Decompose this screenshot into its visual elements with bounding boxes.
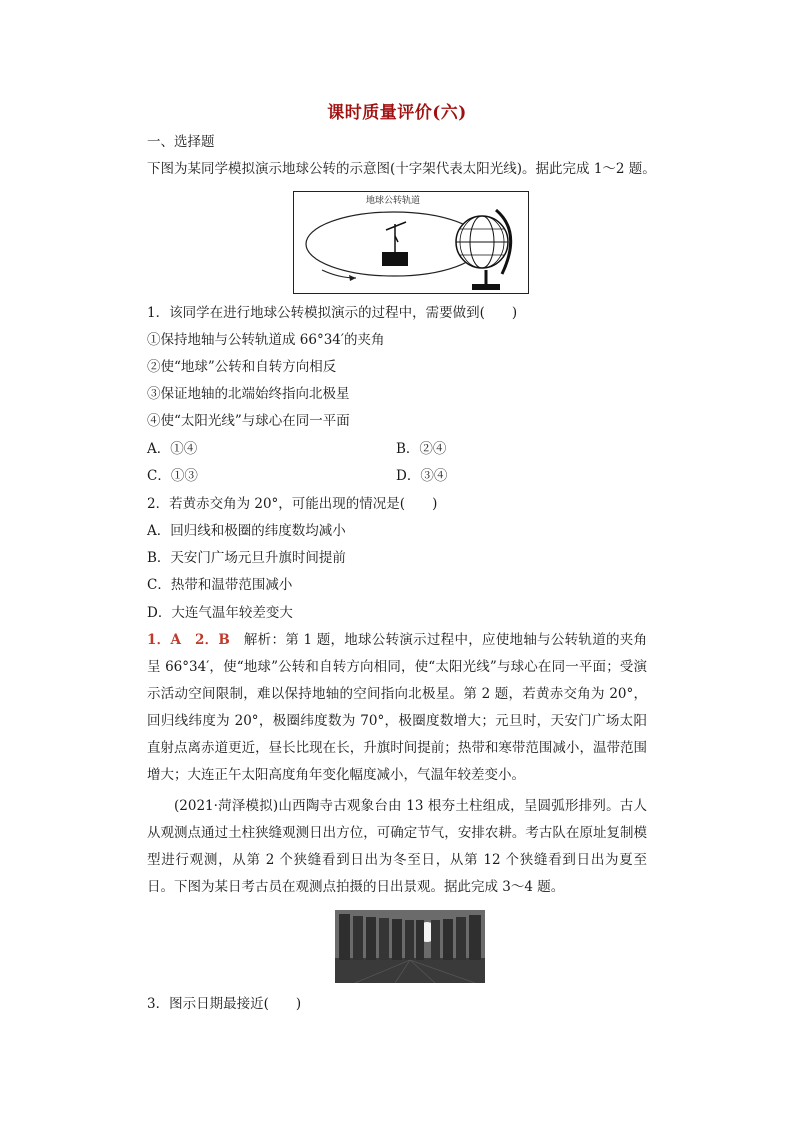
q2-option-b: B．天安门广场元旦升旗时间提前 [147, 550, 346, 566]
sunrise-illustration [335, 910, 485, 983]
q1-item-4: ④使“太阳光线”与球心在同一平面 [147, 413, 350, 429]
globe-stand-base [472, 284, 500, 290]
intro-q1-2: 下图为某同学模拟演示地球公转的示意图(十字架代表太阳光线)。据此完成 1～2 题。 [147, 161, 656, 177]
q1-item-3: ③保证地轴的北端始终指向北极星 [147, 386, 350, 402]
earth-pillar [353, 916, 363, 960]
q1-option-a: A．①④ [147, 441, 198, 457]
answer-explanation [147, 627, 647, 789]
earth-pillar [443, 919, 453, 960]
arrow-head [349, 275, 356, 281]
q2-option-c: C．热带和温带范围减小 [147, 577, 293, 593]
answer-text: 解析：第 1 题，地球公转演示过程中，应使地轴与公转轨道的夹角呈 66°34′，使“地球”公转和自转方向相同，使“太阳光线”与球心在同一平面；受演示活动空间限制，难以保持地轴的空间指向北极星。第 2 题，若黄赤交角为 20°，回归线纬度为 20°，极圈纬度数为 70°，极圈度数增大；元旦时，天安门广场太阳直射点离赤道更近，昼长比现在长，升旗时间提前；热带和寒带范围减小，温带范围增大；大连正午太阳高度角年变化幅度减小，气温年较差变小。 [147, 632, 648, 783]
orbit-demo-illustration [294, 192, 528, 293]
section-heading: 一、选择题 [147, 134, 215, 150]
orbit-demo-figure [293, 191, 529, 294]
page-title: 课时质量评价(六) [327, 103, 467, 123]
earth-pillar [339, 914, 350, 960]
answer-key: 1．A 2．B [147, 632, 230, 648]
earth-pillar [379, 918, 389, 960]
earth-pillar [431, 920, 440, 960]
sun-cross-bar [386, 222, 406, 230]
q3-stem: 3．图示日期最接近( ) [147, 996, 302, 1012]
q1-item-1: ①保持地轴与公转轨道成 66°34′的夹角 [147, 332, 385, 348]
orbit-caption: 地球公转轨道 [366, 196, 421, 206]
q1-option-d: D．③④ [396, 468, 448, 484]
earth-pillar [456, 917, 466, 960]
earth-pillar [392, 919, 402, 960]
q1-option-c: C．①③ [147, 468, 198, 484]
earth-pillar [416, 920, 424, 960]
earth-pillar [366, 917, 376, 960]
q2-stem: 2．若黄赤交角为 20°，可能出现的情况是( ) [147, 496, 438, 512]
q1-stem: 1．该同学在进行地球公转模拟演示的过程中，需要做到( ) [147, 305, 518, 321]
earth-pillar [405, 920, 414, 960]
q2-option-a: A．回归线和极圈的纬度数均减小 [147, 523, 346, 539]
intro-q3-4: (2021·菏泽模拟)山西陶寺古观象台由 13 根夯土柱组成，呈圆弧形排列。古人从观测点通过土柱狭缝观测日出方位，可确定节气，安排农耕。考古队在原址复制模型进行观测，从第 2 个狭缝看到日出为冬至日，从第 12 个狭缝看到日出为夏至日。下图为某日考古员在观测点拍摄的日出景观。据此完成 3～4 题。 [147, 798, 647, 895]
q1-option-b: B．②④ [396, 441, 447, 457]
earth-pillar [469, 915, 481, 960]
q1-item-2: ②使“地球”公转和自转方向相反 [147, 359, 337, 375]
ground [335, 958, 485, 983]
sun-block [382, 252, 408, 266]
sunrise-photo [335, 910, 485, 983]
q2-option-d: D．大连气温年较差变大 [147, 605, 293, 621]
